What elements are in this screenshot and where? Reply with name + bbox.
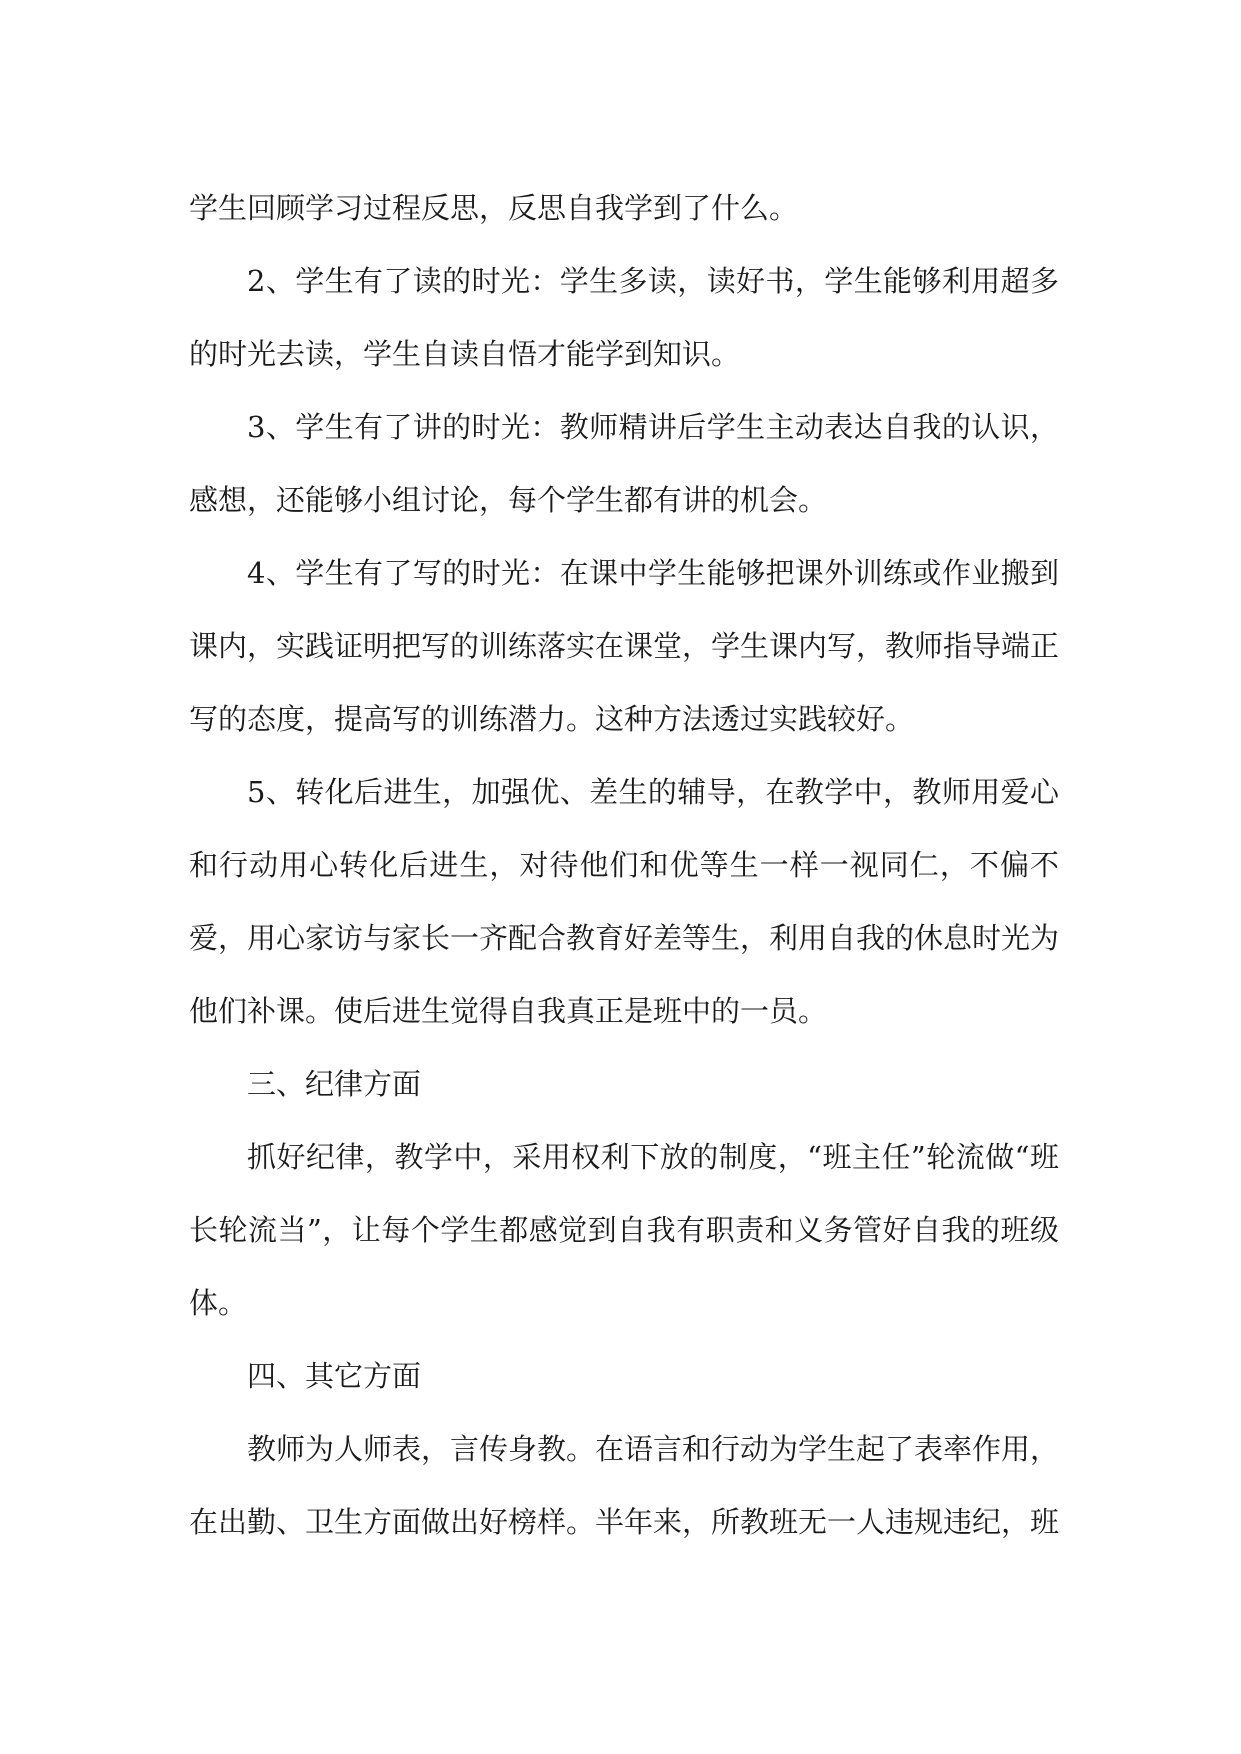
- document-body: [189, 172, 1059, 1559]
- section-heading-other: 四、其它方面: [247, 1359, 422, 1393]
- paragraph-discipline: 抓好纪律，教学中，采用权利下放的制度，“班主任”轮流做“班长轮流当”，让每个学生都感觉到自我有职责和义务管好自我的班级体。: [189, 1140, 1059, 1320]
- paragraph-continuation: 学生回顾学习过程反思，反思自我学到了什么。: [189, 191, 799, 225]
- paragraph-other: 教师为人师表，言传身教。在语言和行动为学生起了表率作用，在出勤、卫生方面做出好榜样。半年来，所教班无一人违规违纪，班: [189, 1432, 1060, 1539]
- section-heading-discipline: 三、纪律方面: [247, 1067, 422, 1101]
- paragraph-writing-time: 4、学生有了写的时光：在课中学生能够把课外训练或作业搬到课内，实践证明把写的训练落实在课堂，学生课内写，教师指导端正写的态度，提高写的训练潜力。这种方法透过实践较好。: [189, 556, 1060, 736]
- paragraph-speaking-time: 3、学生有了讲的时光：教师精讲后学生主动表达自我的认识，感想，还能够小组讨论，每个学生都有讲的机会。: [189, 410, 1059, 517]
- paragraph-reading-time: 2、学生有了读的时光：学生多读，读好书，学生能够利用超多的时光去读，学生自读自悟才能学到知识。: [189, 264, 1059, 371]
- paragraph-struggling-students: 5、转化后进生，加强优、差生的辅导，在教学中，教师用爱心和行动用心转化后进生，对待他们和优等生一样一视同仁，不偏不爱，用心家访与家长一齐配合教育好差等生，利用自我的休息时光为他们补课。使后进生觉得自我真正是班中的一员。: [189, 775, 1060, 1028]
